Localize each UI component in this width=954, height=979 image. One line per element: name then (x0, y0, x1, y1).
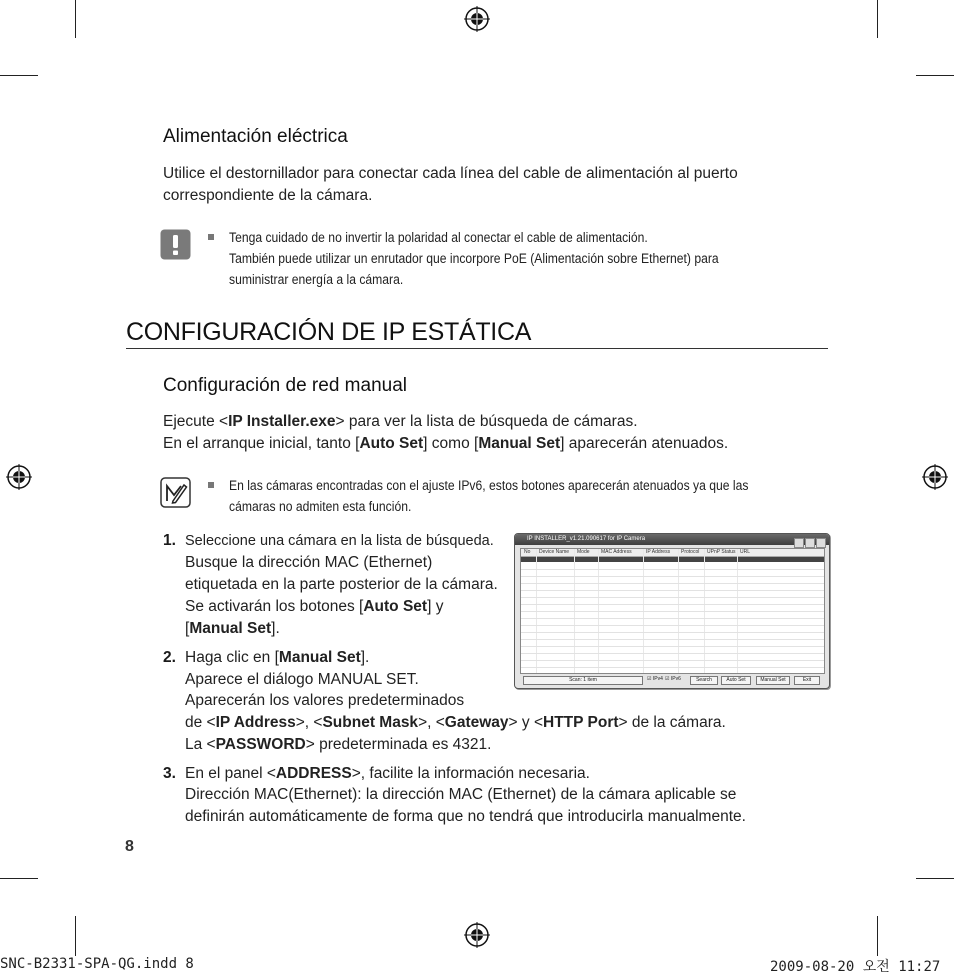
caution-text-line: Tenga cuidado de no invertir la polaridad al conectar el cable de alimentación. (229, 230, 648, 245)
selected-row (521, 557, 824, 562)
crop-mark (877, 0, 878, 38)
note-bullet (208, 482, 214, 488)
column-header: Device Name (539, 549, 570, 555)
camera-list-table (520, 548, 825, 674)
step-text-line: Se activarán los botones [Auto Set] y (185, 598, 444, 615)
step-text-line: etiquetada en la parte posterior de la cámara. (185, 576, 498, 593)
step-text-line: de <IP Address>, <Subnet Mask>, <Gateway> y <HTTP Port> de la cámara. (185, 714, 726, 731)
power-text-line: Utilice el destornillador para conectar cada línea del cable de alimentación al puerto (163, 165, 738, 182)
exit-button: Exit (794, 676, 820, 685)
column-header: Protocol (681, 549, 700, 555)
section-rule (126, 348, 828, 349)
crop-mark (0, 75, 38, 76)
column-header: MAC Address (601, 549, 632, 555)
note-bullet (208, 234, 214, 240)
registration-mark-icon (464, 922, 490, 948)
column-header: IP Address (646, 549, 671, 555)
column-header: No (524, 549, 531, 555)
section-title: CONFIGURACIÓN DE IP ESTÁTICA (126, 318, 532, 346)
step-number: 2. (163, 649, 176, 666)
table-header (521, 549, 824, 557)
table-row (521, 667, 824, 668)
step-number: 3. (163, 765, 176, 782)
crop-mark (877, 916, 878, 956)
step-text-line: Aparecerán los valores predeterminados (185, 692, 465, 709)
ipv4-checkbox: ☑ IPv4 (647, 676, 663, 682)
registration-mark-icon (922, 464, 948, 490)
close-icon (816, 538, 826, 548)
table-row (521, 618, 824, 619)
step-text-line: definirán automáticamente de forma que no tendrá que introducirla manualmente. (185, 808, 746, 825)
table-row (521, 653, 824, 654)
step-text-line: La <PASSWORD> predeterminada es 4321. (185, 736, 492, 753)
table-row (521, 660, 824, 661)
crop-mark (916, 878, 954, 879)
ip-installer-screenshot (514, 533, 830, 689)
table-row (521, 576, 824, 577)
manual-set-button: Manual Set (756, 676, 790, 685)
scan-status: Scan: 1 item (523, 676, 643, 685)
step-text-line: Dirección MAC(Ethernet): la dirección MAC (Ethernet) de la cámara aplicable se (185, 786, 737, 803)
power-heading: Alimentación eléctrica (163, 126, 348, 147)
table-row (521, 646, 824, 647)
table-row (521, 639, 824, 640)
table-row (521, 632, 824, 633)
step-text-line: Busque la dirección MAC (Ethernet) (185, 554, 433, 571)
exclamation-icon (160, 229, 191, 260)
step-text-line: En el panel <ADDRESS>, facilite la información necesaria. (185, 765, 590, 782)
table-row (521, 583, 824, 584)
crop-mark (916, 75, 954, 76)
step-text-line: Haga clic en [Manual Set]. (185, 649, 370, 666)
column-header: UPnP Status (707, 549, 736, 555)
window-title: IP INSTALLER_v1.21.090617 for IP Camera (527, 536, 646, 542)
footer-filename: SNC-B2331-SPA-QG.indd 8 (0, 956, 194, 972)
table-row (521, 569, 824, 570)
search-button: Search (690, 676, 718, 685)
step-text-line: Seleccione una cámara en la lista de búsqueda. (185, 533, 494, 549)
crop-mark (75, 0, 76, 38)
window-titlebar (515, 534, 829, 545)
table-row (521, 590, 824, 591)
minimize-icon (794, 538, 804, 548)
page-number: 8 (125, 838, 134, 855)
caution-text-line: También puede utilizar un enrutador que incorpore PoE (Alimentación sobre Ethernet) para (229, 251, 719, 266)
step-text-line: [Manual Set]. (185, 620, 280, 637)
note-text-line: En las cámaras encontradas con el ajuste IPv6, estos botones aparecerán atenuados ya que las (229, 478, 749, 493)
manual-text-line: En el arranque inicial, tanto [Auto Set] como [Manual Set] aparecerán atenuados. (163, 435, 729, 452)
ipv6-checkbox: ☑ IPv6 (665, 676, 681, 682)
table-row (521, 597, 824, 598)
auto-set-button: Auto Set (721, 676, 751, 685)
note-text-line: cámaras no admiten esta función. (229, 499, 412, 514)
manual-text-line: Ejecute <IP Installer.exe> para ver la lista de búsqueda de cámaras. (163, 413, 638, 430)
column-header: URL (740, 549, 751, 555)
step-text-line: Aparece el diálogo MANUAL SET. (185, 671, 419, 688)
registration-mark-icon (6, 464, 32, 490)
registration-mark-icon (464, 6, 490, 32)
step-number: 1. (163, 532, 176, 549)
footer-date: 2009-08-20 오전 11:27 (770, 959, 941, 975)
table-row (521, 611, 824, 612)
crop-mark (75, 916, 76, 956)
caution-text-line: suministrar energía a la cámara. (229, 272, 404, 287)
table-row (521, 625, 824, 626)
manual-heading: Configuración de red manual (163, 375, 407, 396)
pencil-note-icon (160, 477, 191, 508)
power-text-line: correspondiente de la cámara. (163, 187, 373, 204)
maximize-icon (805, 538, 815, 548)
crop-mark (0, 878, 38, 879)
table-row (521, 604, 824, 605)
column-header: Mode (577, 549, 590, 555)
